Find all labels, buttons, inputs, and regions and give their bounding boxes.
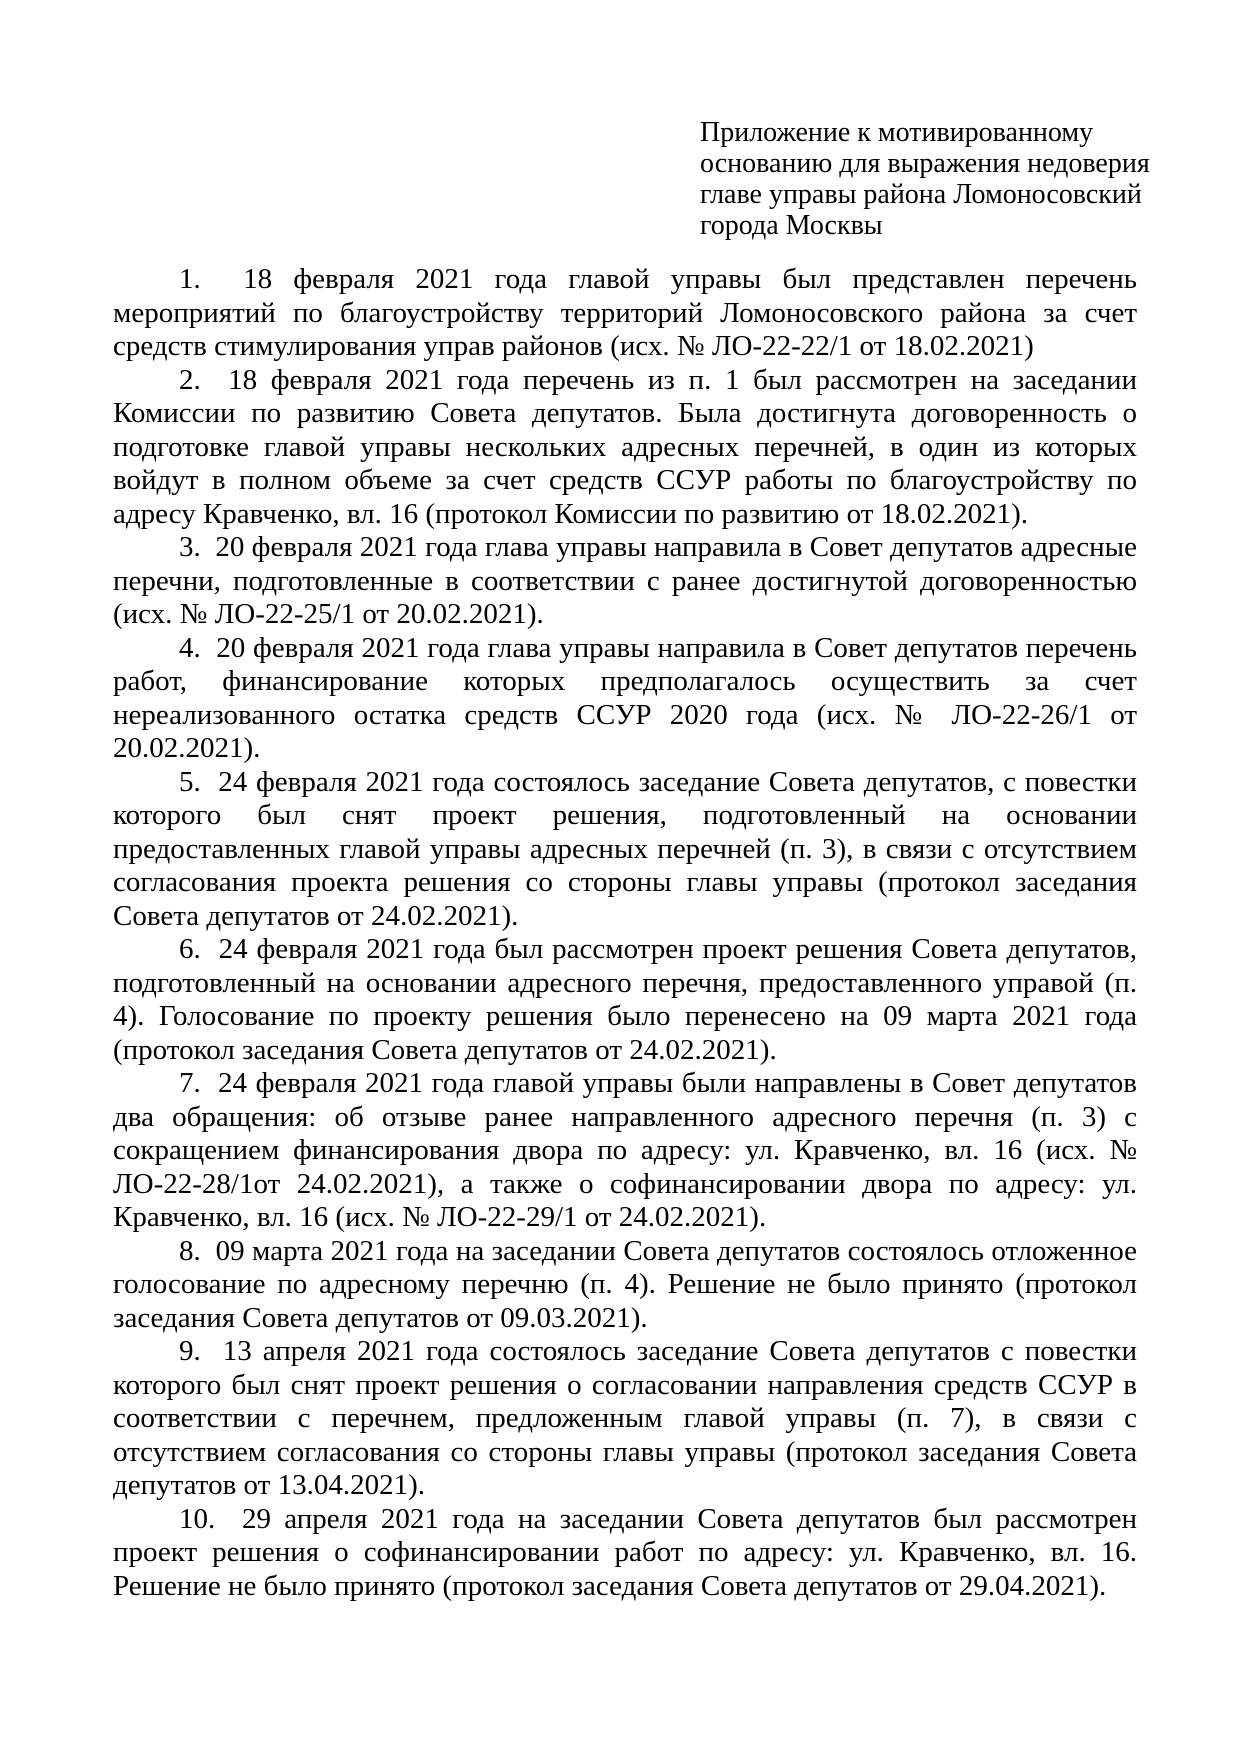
paragraph-1: 1. 18 февраля 2021 года главой управы был представлен перечень мероприятий по благоустройству территорий Ломоносовского района за счет средств стимулирования управ районов (исх. № ЛО-22-22/1 от 18.02.2021) [113, 263, 1137, 362]
annex-header-line-4: города Москвы [700, 210, 883, 241]
paragraph-6: 6. 24 февраля 2021 года был рассмотрен проект решения Совета депутатов, подготовленный на основании адресного перечня, предоставленного управой (п. 4). Голосование по проекту решения было перенесено на 09 марта 2021 года (протокол заседания Совета депутатов от 24.02.2021). [113, 933, 1137, 1066]
annex-header-line-2: основанию для выражения недоверия [700, 148, 1150, 179]
paragraph-2: 2. 18 февраля 2021 года перечень из п. 1 был рассмотрен на заседании Комиссии по развитию Совета депутатов. Была достигнута договоренность о подготовке главой управы нескольких адресных перечней, в один из которых войдут в полном объеме за счет средств ССУР работы по благоустройству по адресу Кравченко, вл. 16 (протокол Комиссии по развитию от 18.02.2021). [113, 363, 1137, 530]
paragraph-10: 10. 29 апреля 2021 года на заседании Совета депутатов был рассмотрен проект решения о софинансировании работ по адресу: ул. Кравченко, вл. 16. Решение не было принято (протокол заседания Совета депутатов от 29.04.2021). [113, 1502, 1137, 1602]
paragraph-7: 7. 24 февраля 2021 года главой управы были направлены в Совет депутатов два обращения: об отзыве ранее направленного адресного перечня (п. 3) с сокращением финансирования двора по адресу: ул. Кравченко, вл. 16 (исх. № ЛО-22-28/1от 24.02.2021), а также о софинансировании двора по адресу: ул. Кравченко, вл. 16 (исх. № ЛО-22-29/1 от 24.02.2021). [113, 1067, 1137, 1233]
paragraph-5: 5. 24 февраля 2021 года состоялось заседание Совета депутатов, с повестки которого был снят проект решения, подготовленный на основании предоставленных главой управы адресных перечней (п. 3), в связи с отсутствием согласования проекта решения со стороны главы управы (протокол заседания Совета депутатов от 24.02.2021). [113, 765, 1137, 932]
paragraph-3: 3. 20 февраля 2021 года глава управы направила в Совет депутатов адресные перечни, подготовленные в соответствии с ранее достигнутой договоренностью (исх. № ЛО-22-25/1 от 20.02.2021). [113, 531, 1137, 630]
paragraph-8: 8. 09 марта 2021 года на заседании Совета депутатов состоялось отложенное голосование по адресному перечню (п. 4). Решение не было принято (протокол заседания Совета депутатов от 09.03.2021). [113, 1234, 1137, 1334]
paragraph-4: 4. 20 февраля 2021 года глава управы направила в Совет депутатов перечень работ, финансирование которых предполагалось осуществить за счет нереализованного остатка средств ССУР 2020 года (исх. № ЛО-22-26/1 от 20.02.2021). [113, 631, 1137, 764]
paragraph-9: 9. 13 апреля 2021 года состоялось заседание Совета депутатов с повестки которого был снят проект решения о согласовании направления средств ССУР в соответствии с перечнем, предложенным главой управы (п. 7), в связи с отсутствием согласования со стороны главы управы (протокол заседания Совета депутатов от 13.04.2021). [113, 1335, 1137, 1501]
annex-header-line-1: Приложение к мотивированному [700, 117, 1094, 148]
annex-header-line-3: главе управы района Ломоносовский [700, 179, 1142, 210]
document-body [113, 263, 1137, 1603]
annex-header [700, 117, 1150, 241]
